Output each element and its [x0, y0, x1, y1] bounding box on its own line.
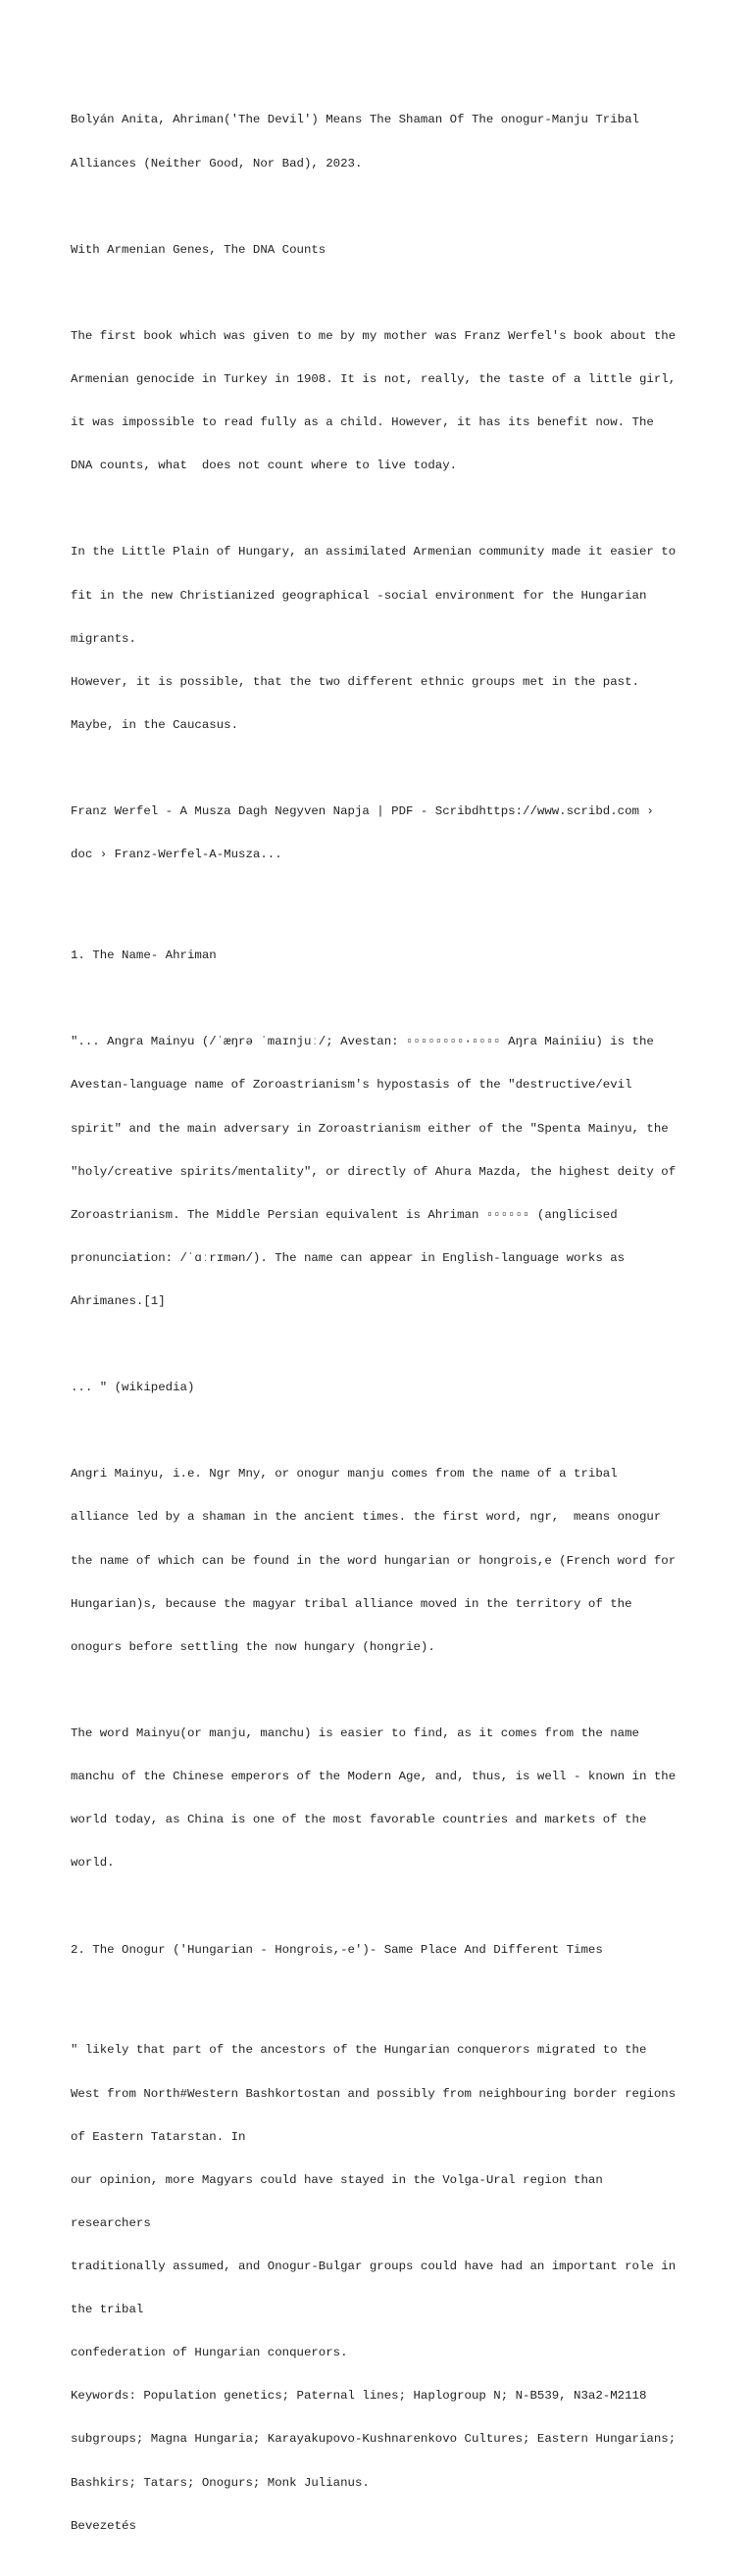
text-line: subgroups; Magna Hungaria; Karayakupovo-Kushnarenkovo Cultures; Eastern Hungarians;	[71, 2432, 677, 2447]
text-line: the tribal	[71, 2303, 144, 2317]
source-line: ... " (wikipedia)	[71, 1381, 195, 1395]
quote-line: "holy/creative spirits/mentality", or directly of Ahura Mazda, the highest deity of	[71, 1164, 677, 1179]
text-line: West from North#Western Bashkortostan and possibly from neighbouring border regions	[71, 2086, 677, 2101]
section-1-heading	[71, 920, 698, 993]
text-line: DNA counts, what does not count where to live today.	[71, 459, 458, 473]
header-line: Bolyán Anita, Ahriman('The Devil') Means The Shaman Of The onogur-Manju Tribal	[71, 113, 639, 127]
text-line: onogurs before settling the now hungary (hongrie).	[71, 1639, 435, 1654]
text-line: confederation of Hungarian conquerors.	[71, 2346, 348, 2360]
text-line: Maybe, in the Caucasus.	[71, 717, 239, 732]
text-line: the name of which can be found in the word hungarian or hongrois,e (French word for	[71, 1553, 677, 1568]
wikipedia-quote-paragraph	[71, 1006, 698, 1337]
text-line: traditionally assumed, and Onogur-Bulgar groups could have had an important role in	[71, 2259, 677, 2273]
wikipedia-source	[71, 1352, 698, 1425]
header-paragraph	[71, 84, 698, 200]
reference-link-paragraph	[71, 776, 698, 892]
reference-line: Franz Werfel - A Musza Dagh Negyven Napja | PDF - Scribdhttps://www.scribd.com ›	[71, 804, 654, 819]
text-line: migrants.	[71, 631, 136, 646]
text-line: Keywords: Population genetics; Paternal lines; Haplogroup N; N-B539, N3a2-M2118	[71, 2389, 647, 2404]
quote-line: Ahrimanes.[1]	[71, 1293, 166, 1308]
text-line: alliance led by a shaman in the ancient times. the first word, ngr, means onogur	[71, 1510, 662, 1525]
angri-mainyu-paragraph	[71, 1438, 698, 1683]
subtitle	[71, 214, 698, 286]
text-line: world.	[71, 1856, 115, 1871]
text-line: manchu of the Chinese emperors of the Modern Age, and, thus, is well - known in the	[71, 1770, 677, 1784]
text-line: The word Mainyu(or manju, manchu) is easier to find, as it comes from the name	[71, 1726, 639, 1741]
document-page	[71, 84, 698, 2576]
text-line: it was impossible to read fully as a child. However, it has its benefit now. The	[71, 415, 654, 430]
quote-line: spirit" and the main adversary in Zoroastrianism either of the "Spenta Mainyu, the	[71, 1121, 669, 1136]
quote-line: pronunciation: /ˈɑːrɪmən/). The name can appear in English-language works as	[71, 1250, 626, 1265]
text-line: In the Little Plain of Hungary, an assimilated Armenian community made it easier to	[71, 545, 677, 559]
text-line: The first book which was given to me by my mother was Franz Werfel's book about the	[71, 328, 677, 343]
text-line: fit in the new Christianized geographical -social environment for the Hungarian	[71, 588, 647, 603]
text-line: " likely that part of the ancestors of the Hungarian conquerors migrated to the	[71, 2043, 647, 2058]
quote-line: Zoroastrianism. The Middle Persian equivalent is Ahriman ▫▫▫▫▫▫ (anglicised	[71, 1207, 618, 1222]
intro-paragraph	[71, 301, 698, 503]
blank-gap	[71, 2000, 698, 2015]
header-line: Alliances (Neither Good, Nor Bad), 2023.	[71, 156, 363, 170]
text-line: researchers	[71, 2215, 151, 2230]
text-line: Hungarian)s, because the magyar tribal alliance moved in the territory of the	[71, 1596, 632, 1611]
subtitle-line: With Armenian Genes, The DNA Counts	[71, 242, 326, 257]
manchu-paragraph	[71, 1698, 698, 1900]
little-plain-paragraph	[71, 516, 698, 761]
quote-line: Avestan-language name of Zoroastrianism's hypostasis of the "destructive/evil	[71, 1078, 632, 1093]
text-line: Angri Mainyu, i.e. Ngr Mny, or onogur manju comes from the name of a tribal	[71, 1467, 618, 1482]
text-line: world today, as China is one of the most favorable countries and markets of the	[71, 1813, 647, 1827]
text-line: Bevezetés	[71, 2518, 136, 2533]
text-line: of Eastern Tatarstan. In	[71, 2129, 246, 2144]
research-quote-paragraph	[71, 2015, 698, 2562]
section-2-heading	[71, 1914, 698, 1986]
heading-line: 2. The Onogur ('Hungarian - Hongrois,-e')- Same Place And Different Times	[71, 1942, 603, 1957]
text-line: our opinion, more Magyars could have stayed in the Volga-Ural region than	[71, 2172, 603, 2187]
reference-line: doc › Franz-Werfel-A-Musza...	[71, 848, 282, 862]
heading-line: 1. The Name- Ahriman	[71, 948, 217, 963]
text-line: However, it is possible, that the two different ethnic groups met in the past.	[71, 674, 639, 689]
quote-line: "... Angra Mainyu (/ˈæŋrə ˈmaɪnjuː/; Avestan: ▫▫▫▫▫▫▫▫·▫▫▫▫ Aŋra Mainiiu) is the	[71, 1035, 654, 1049]
text-line: Armenian genocide in Turkey in 1908. It is not, really, the taste of a little girl,	[71, 372, 677, 387]
text-line: Bashkirs; Tatars; Onogurs; Monk Julianus.	[71, 2475, 370, 2490]
